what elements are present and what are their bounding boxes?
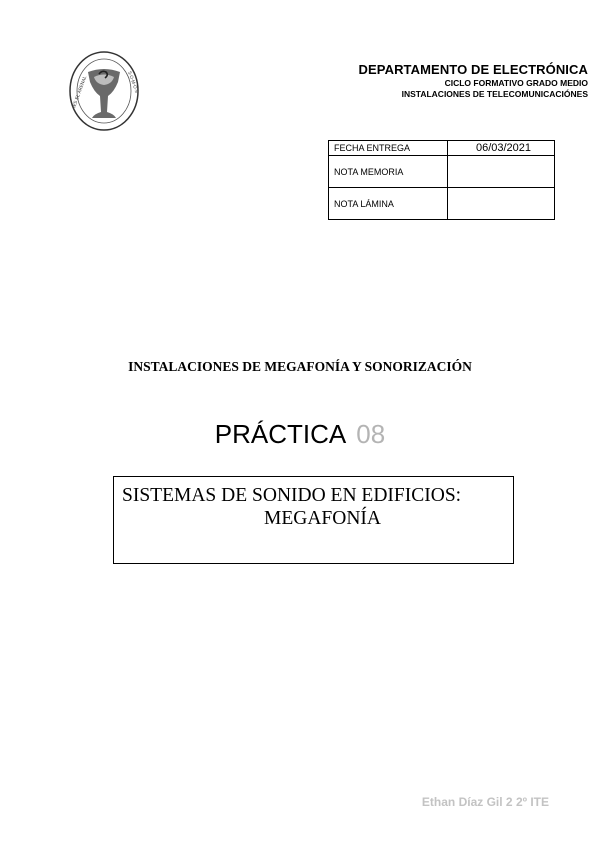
sheet-grade-value bbox=[448, 188, 555, 220]
practice-label: PRÁCTICA bbox=[214, 419, 347, 449]
svg-text:IES EL ARENAL: IES EL ARENAL bbox=[72, 75, 89, 109]
subject-line-2: MEGAFONÍA bbox=[264, 508, 381, 529]
department-title: DEPARTAMENTO DE ELECTRÓNICA bbox=[358, 62, 588, 77]
report-grade-label: NOTA MEMORIA bbox=[329, 156, 448, 188]
school-crest-icon bbox=[68, 50, 140, 132]
table-row bbox=[329, 188, 555, 220]
program-label: INSTALACIONES DE TELECOMUNICACIÓNES bbox=[401, 89, 588, 99]
sheet-grade-label: NOTA LÁMINA bbox=[329, 188, 448, 220]
department-header bbox=[300, 62, 588, 99]
practice-heading bbox=[0, 419, 600, 450]
table-row bbox=[329, 156, 555, 188]
course-title: INSTALACIONES DE MEGAFONÍA Y SONORIZACIÓN bbox=[128, 359, 472, 374]
author-footer: Ethan Díaz Gil 2 2º ITE bbox=[421, 795, 549, 809]
subject-title-box bbox=[113, 476, 514, 564]
delivery-date-label: FECHA ENTREGA bbox=[329, 141, 448, 156]
table-row bbox=[329, 141, 555, 156]
svg-text:S·O·M·O·S: S·O·M·O·S bbox=[126, 70, 139, 94]
practice-number: 08 bbox=[356, 419, 386, 449]
report-grade-value bbox=[448, 156, 555, 188]
delivery-date-value: 06/03/2021 bbox=[448, 141, 555, 156]
subject-line-1: SISTEMAS DE SONIDO EN EDIFICIOS: bbox=[122, 485, 462, 506]
grades-table bbox=[328, 140, 555, 220]
cycle-label: CICLO FORMATIVO GRADO MEDIO bbox=[444, 78, 588, 88]
